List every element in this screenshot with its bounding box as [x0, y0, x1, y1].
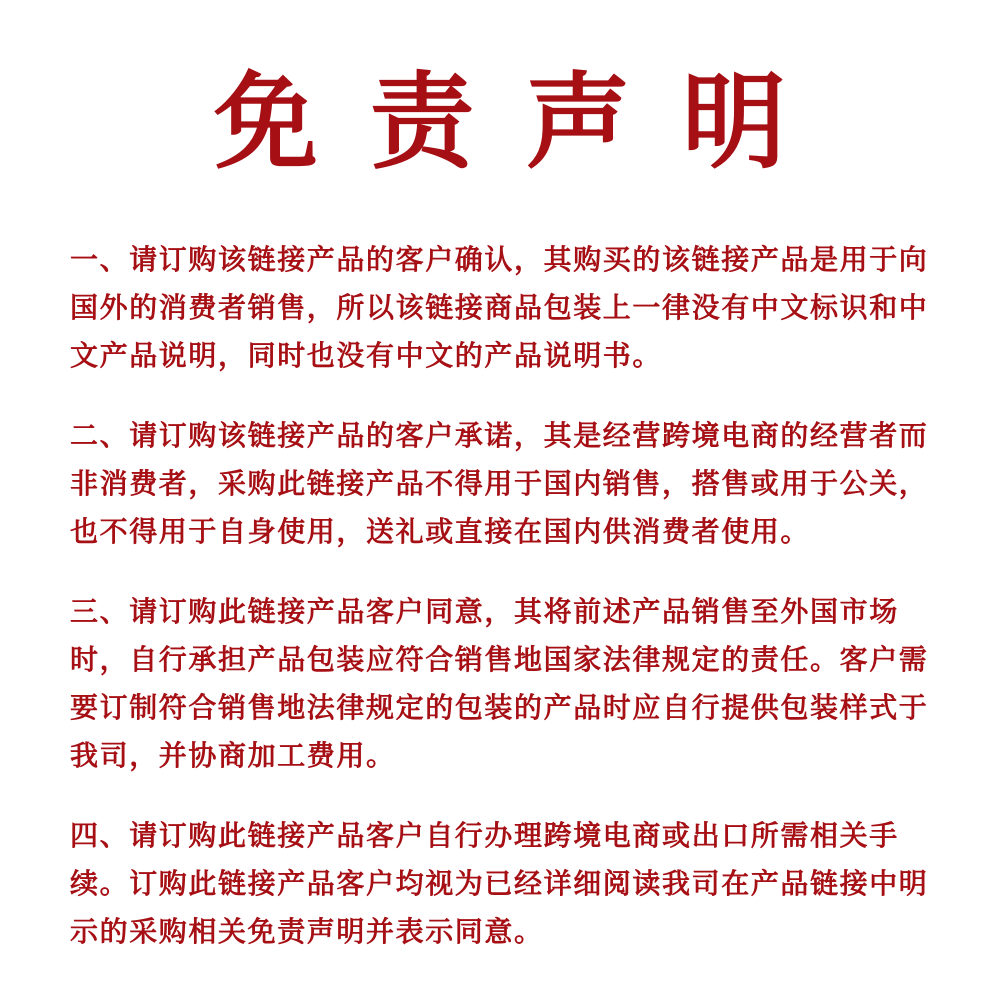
disclaimer-clause-2: 二、请订购该链接产品的客户承诺，其是经营跨境电商的经营者而非消费者，采购此链接产品不得用于国内销售，搭售或用于公关，也不得用于自身使用，送礼或直接在国内供消费者使用。 [70, 419, 929, 548]
disclaimer-clause-3: 三、请订购此链接产品客户同意，其将前述产品销售至外国市场时，自行承担产品包装应符合销售地国家法律规定的责任。客户需要订制符合销售地法律规定的包装的产品时应自行提供包装样式于我司，并协商加工费用。 [70, 595, 929, 772]
disclaimer-clause-4: 四、请订购此链接产品客户自行办理跨境电商或出口所需相关手续。订购此链接产品客户均视为已经详细阅读我司在产品链接中明示的采购相关免责声明并表示同意。 [70, 819, 929, 948]
disclaimer-clause-1: 一、请订购该链接产品的客户确认，其购买的该链接产品是用于向国外的消费者销售，所以该链接商品包装上一律没有中文标识和中文产品说明，同时也没有中文的产品说明书。 [70, 243, 929, 372]
page-title: 免责声明 [213, 61, 838, 183]
